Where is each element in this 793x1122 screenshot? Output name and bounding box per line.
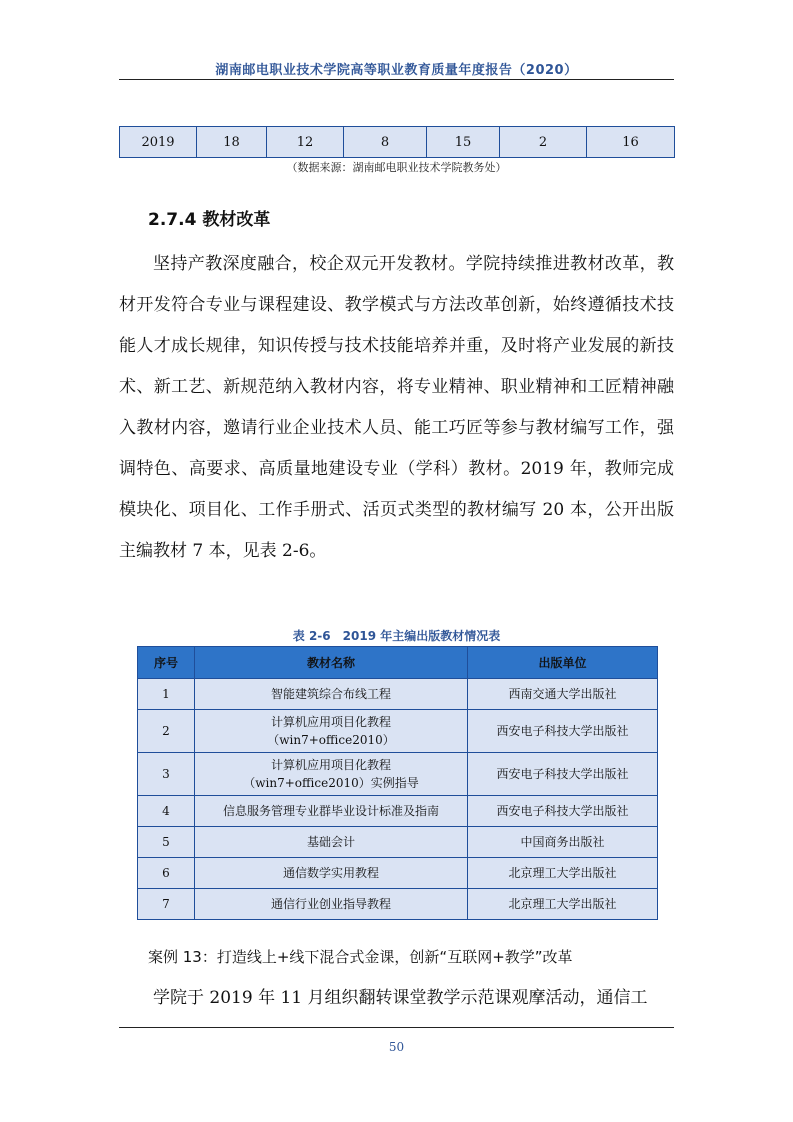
table-row: [138, 827, 658, 858]
table-cell: 15: [427, 127, 500, 158]
column-header-title: 教材名称: [195, 647, 468, 679]
book-publisher: 北京理工大学出版社: [468, 889, 658, 920]
table-cell: 2: [500, 127, 587, 158]
section-heading: 2.7.4 教材改革: [148, 210, 271, 230]
table-row: [138, 679, 658, 710]
row-number: 2: [138, 710, 195, 753]
book-publisher: 北京理工大学出版社: [468, 858, 658, 889]
book-title: 信息服务管理专业群毕业设计标准及指南: [195, 796, 468, 827]
header-divider: [119, 79, 674, 80]
table-caption: 表 2-6 2019 年主编出版教材情况表: [292, 629, 501, 643]
page-number: 50: [388, 1040, 405, 1054]
table-cell: 8: [344, 127, 427, 158]
table-row: [138, 858, 658, 889]
table-row: [138, 710, 658, 753]
book-title: 通信行业创业指导教程: [195, 889, 468, 920]
textbook-table: [137, 646, 658, 920]
row-number: 3: [138, 753, 195, 796]
table-row: [120, 127, 675, 158]
table-cell: 12: [267, 127, 344, 158]
case-paragraph: 学院于 2019 年 11 月组织翻转课堂教学示范课观摩活动，通信工: [153, 988, 648, 1008]
row-number: 6: [138, 858, 195, 889]
book-title: 计算机应用项目化教程 （win7+office2010）实例指导: [195, 753, 468, 796]
column-header-publisher: 出版单位: [468, 647, 658, 679]
table-header-row: [138, 647, 658, 679]
header-title: 湖南邮电职业技术学院高等职业教育质量年度报告（2020）: [215, 63, 578, 78]
data-source-note: （数据来源：湖南邮电职业技术学院教务处）: [286, 161, 507, 174]
table-row: [138, 889, 658, 920]
column-header-no: 序号: [138, 647, 195, 679]
table-cell: 18: [197, 127, 267, 158]
book-title: 智能建筑综合布线工程: [195, 679, 468, 710]
book-publisher: 西南交通大学出版社: [468, 679, 658, 710]
section-paragraph: 坚持产教深度融合，校企双元开发教材。学院持续推进教材改革，教材开发符合专业与课程建设、教学模式与方法改革创新，始终遵循技术技能人才成长规律，知识传授与技术技能培养并重，及时将产业发展的新技术、新工艺、新规范纳入教材内容，将专业精神、职业精神和工匠精神融入教材内容，邀请行业企业技术人员、能工巧匠等参与教材编写工作，强调特色、高要求、高质量地建设专业（学科）教材。2019 年，教师完成模块化、项目化、工作手册式、活页式类型的教材编写 20 本，公开出版主编教材 7 本，见表 2-6。: [119, 254, 674, 561]
table-cell: 2019: [120, 127, 197, 158]
continued-data-table: [119, 126, 675, 158]
table-row: [138, 753, 658, 796]
table-cell: 16: [587, 127, 675, 158]
table-row: [138, 796, 658, 827]
footer-divider: [119, 1027, 674, 1028]
book-publisher: 西安电子科技大学出版社: [468, 796, 658, 827]
row-number: 1: [138, 679, 195, 710]
row-number: 4: [138, 796, 195, 827]
book-title: 基础会计: [195, 827, 468, 858]
row-number: 5: [138, 827, 195, 858]
book-publisher: 西安电子科技大学出版社: [468, 710, 658, 753]
book-publisher: 中国商务出版社: [468, 827, 658, 858]
case-heading: 案例 13：打造线上+线下混合式金课，创新“互联网+教学”改革: [148, 948, 573, 966]
book-title: 通信数学实用教程: [195, 858, 468, 889]
book-title: 计算机应用项目化教程 （win7+office2010）: [195, 710, 468, 753]
book-publisher: 西安电子科技大学出版社: [468, 753, 658, 796]
row-number: 7: [138, 889, 195, 920]
